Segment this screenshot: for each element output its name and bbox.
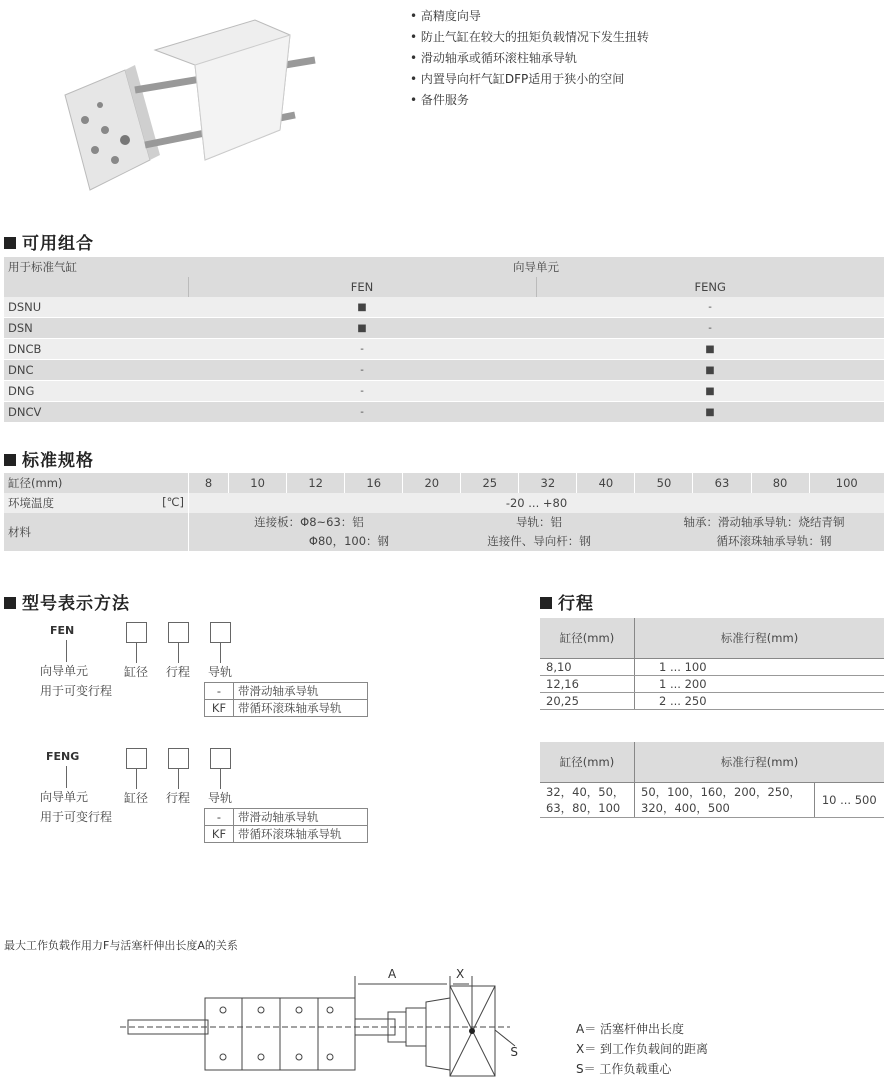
cyl-name: DSNU: [4, 297, 188, 318]
mat-label: 材料: [8, 525, 31, 539]
guide-option: [205, 809, 368, 826]
guide-options: [204, 808, 368, 843]
bore-value: 50: [635, 473, 693, 493]
label-S: S: [510, 1045, 518, 1059]
stroke-row: [540, 676, 884, 693]
combo-row: [4, 318, 884, 339]
stroke-h2: 标准行程(mm): [635, 742, 885, 783]
model-label-unit: 向导单元: [40, 664, 89, 678]
bore-value: 100: [809, 473, 884, 493]
stroke-cell: 10 ... 500: [814, 783, 884, 818]
spec-title: 标准规格: [4, 446, 94, 471]
stroke-h1: 缸径(mm): [540, 742, 635, 783]
feature-item: • 防止气缸在较大的扭矩负载情况下发生扭转: [410, 27, 649, 48]
guide-label: 导轨: [208, 665, 233, 679]
stroke-table-1: [540, 618, 884, 710]
feature-item: • 内置导向杆气缸DFP适用于狭小的空间: [410, 69, 649, 90]
stroke-title: 行程: [540, 589, 594, 614]
stroke-cell: 63，80，100: [546, 801, 621, 815]
bore-value: 8: [189, 473, 229, 493]
stroke-range: 1 ... 100: [635, 659, 885, 676]
bore-label: 缸径: [124, 665, 149, 679]
tick: [178, 643, 179, 663]
combo-row: [4, 339, 884, 360]
option-code: KF: [205, 700, 234, 717]
stroke-bore: 20,25: [540, 693, 635, 710]
option-code: -: [205, 809, 234, 826]
feng-mark: ■: [536, 381, 884, 402]
legend-item: S＝ 工作负载重心: [576, 1062, 672, 1076]
guide-option: [205, 826, 368, 843]
mat-text: 连接件、导向杆：钢: [487, 534, 591, 548]
header-cyl: 用于标准气缸: [8, 260, 77, 274]
tick: [66, 640, 67, 662]
tick: [136, 643, 137, 663]
mat-text: 循环滚珠轴承导轨：钢: [716, 534, 832, 548]
option-desc: 带滑动轴承导轨: [234, 809, 368, 826]
mat-text: 导轨：铝: [516, 515, 562, 529]
model-label-var: 用于可变行程: [40, 684, 113, 698]
bore-value: 63: [693, 473, 751, 493]
combo-row: [4, 381, 884, 402]
bore-value: 12: [287, 473, 345, 493]
option-code: KF: [205, 826, 234, 843]
combo-table: [4, 257, 884, 423]
bore-value: 40: [577, 473, 635, 493]
stroke-row: [540, 659, 884, 676]
cyl-name: DNG: [4, 381, 188, 402]
model-block: [0, 622, 400, 742]
combo-title: 可用组合: [4, 229, 94, 254]
stroke-h2: 标准行程(mm): [635, 618, 885, 659]
feng-mark: ■: [536, 360, 884, 381]
label-A: A: [388, 967, 397, 981]
stroke-cell: 32，40，50，: [546, 785, 625, 799]
product-image: [55, 10, 335, 200]
fen-mark: -: [188, 381, 536, 402]
guide-box: [210, 748, 231, 769]
cyl-name: DSN: [4, 318, 188, 339]
stroke-cell: 50，100，160，200，250，: [641, 785, 801, 799]
feature-item: • 滑动轴承或循环滚柱轴承导轨: [410, 48, 649, 69]
option-desc: 带滑动轴承导轨: [234, 683, 368, 700]
fen-mark: ■: [188, 297, 536, 318]
option-desc: 带循环滚珠轴承导轨: [234, 700, 368, 717]
feature-item: • 备件服务: [410, 90, 649, 111]
option-desc: 带循环滚珠轴承导轨: [234, 826, 368, 843]
fen-mark: ■: [188, 318, 536, 339]
stroke-label: 行程: [166, 665, 191, 679]
option-code: -: [205, 683, 234, 700]
bore-value: 10: [229, 473, 287, 493]
bore-box: [126, 622, 147, 643]
stroke-bore: 12,16: [540, 676, 635, 693]
bore-value: 25: [461, 473, 519, 493]
cyl-name: DNCB: [4, 339, 188, 360]
feng-mark: ■: [536, 339, 884, 360]
header-unit: 向导单元: [513, 260, 559, 274]
mat-text: Φ80，100：钢: [308, 534, 390, 548]
temp-unit: [℃]: [162, 495, 184, 509]
fen-mark: -: [188, 402, 536, 423]
tick: [136, 769, 137, 789]
feng-mark: ■: [536, 402, 884, 423]
legend-item: X＝ 到工作负载间的距离: [576, 1042, 709, 1056]
model-title: 型号表示方法: [4, 589, 130, 614]
tick: [220, 769, 221, 789]
spec-table: [4, 473, 884, 551]
feature-item: • 高精度向导: [410, 6, 649, 27]
legend: [576, 1019, 708, 1079]
tick: [66, 766, 67, 788]
stroke-table-2: [540, 742, 884, 818]
bore-label: 缸径(mm): [8, 476, 63, 490]
bore-value: 32: [519, 473, 577, 493]
guide-label: 导轨: [208, 791, 233, 805]
stroke-row: [540, 693, 884, 710]
stroke-box: [168, 748, 189, 769]
tick: [178, 769, 179, 789]
tick: [220, 643, 221, 663]
stroke-h1: 缸径(mm): [540, 618, 635, 659]
stroke-range: 2 ... 250: [635, 693, 885, 710]
header-fen: FEN: [188, 277, 536, 297]
stroke-label: 行程: [166, 791, 191, 805]
guide-options: [204, 682, 368, 717]
bore-value: 80: [751, 473, 809, 493]
bore-value: 20: [403, 473, 461, 493]
combo-row: [4, 297, 884, 318]
bore-value: 16: [345, 473, 403, 493]
stroke-box: [168, 622, 189, 643]
temp-value: -20 ... +80: [189, 493, 885, 513]
guide-option: [205, 700, 368, 717]
combo-row: [4, 402, 884, 423]
load-title: 最大工作负载作用力F与活塞杆伸出长度A的关系: [4, 939, 238, 952]
feng-mark: -: [536, 297, 884, 318]
label-X: X: [456, 967, 465, 981]
cyl-name: DNCV: [4, 402, 188, 423]
header-feng: FENG: [536, 277, 884, 297]
temp-label: 环境温度: [8, 496, 54, 510]
stroke-cell: 320，400，500: [641, 801, 730, 815]
mat-text: 轴承：滑动轴承导轨：烧结青铜: [683, 515, 845, 529]
stroke-bore: 8,10: [540, 659, 635, 676]
bore-box: [126, 748, 147, 769]
cyl-name: DNC: [4, 360, 188, 381]
load-diagram: [120, 962, 520, 1086]
stroke-range: 1 ... 200: [635, 676, 885, 693]
feature-list: [410, 6, 649, 111]
model-block: [0, 748, 400, 868]
legend-item: A＝ 活塞杆伸出长度: [576, 1022, 685, 1036]
model-label-unit: 向导单元: [40, 790, 89, 804]
guide-box: [210, 622, 231, 643]
model-code: FENG: [46, 750, 80, 763]
model-code: FEN: [50, 624, 75, 637]
guide-option: [205, 683, 368, 700]
mat-text: 连接板：Φ8~63：铝: [254, 515, 364, 529]
fen-mark: -: [188, 360, 536, 381]
bore-label: 缸径: [124, 791, 149, 805]
feng-mark: -: [536, 318, 884, 339]
fen-mark: -: [188, 339, 536, 360]
combo-row: [4, 360, 884, 381]
model-label-var: 用于可变行程: [40, 810, 113, 824]
